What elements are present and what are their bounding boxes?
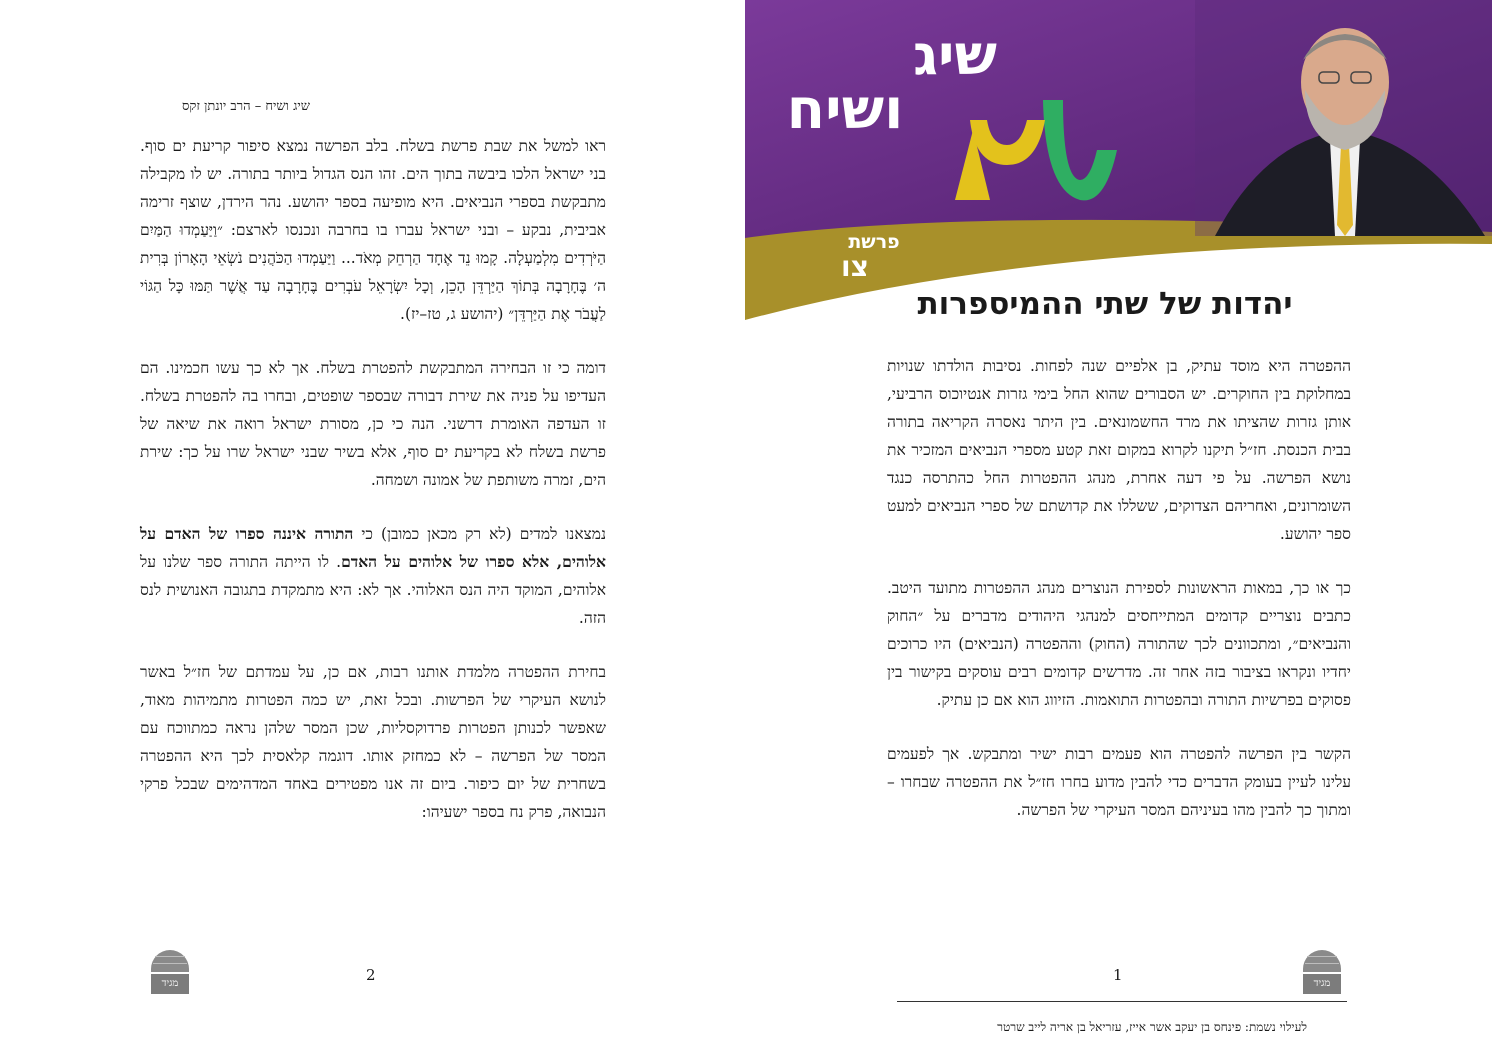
author-portrait <box>1195 0 1492 236</box>
page-number: 2 <box>366 966 376 984</box>
publisher-logo-dome <box>151 950 189 972</box>
series-title-top: שיג <box>913 23 997 88</box>
running-header: שיג ושיח – הרב יונתן זקס <box>181 99 310 114</box>
paragraph-text: . לו הייתה התורה ספר שלנו על אלוהים, המוקד היה הנס האלוהי. אך לא: היא מתמקדת בתגובה האנושית לנס הזה. <box>140 553 606 627</box>
dedication-note: לעילוי נשמת: פינחס בן יעקב אשר אייז, עזריאל בן אריה לייב שרטר <box>997 1020 1307 1034</box>
publisher-logo-text: מגיד <box>151 974 189 994</box>
right-page <box>745 0 1492 1058</box>
paragraph-text: נמצאנו למדים (לא רק מכאן כמובן) כי <box>353 525 606 543</box>
parsha-name: צו <box>841 250 869 283</box>
left-page-body <box>140 132 606 852</box>
footer-divider <box>897 1001 1347 1002</box>
publisher-logo <box>151 950 189 994</box>
bold-statement: התורה איננה ספרו של האדם על אלוהים, אלא ספרו של אלוהים על האדם <box>140 524 606 571</box>
publisher-logo <box>1303 950 1341 994</box>
body-paragraph: כך או כך, במאות הראשונות לספירת הנוצרים מנהג ההפטרות מתועד היטב. כתבים נוצריים קדומים המתייחסים למנהגי היהודים מדברים על ״החוק והנביאים״, ומתכוונים לכך שהתורה (החוק) וההפטרה (הנביאים) היו כרוכים יחדיו ונקראו בציבור בזה אחר זה. מדרשים קדומים רבים עוסקים בקישור בין פסוקים בפרשיות התורה ובהפטרות התואמות. הזיווג הוא אם כן עתיק. <box>887 579 1351 709</box>
body-paragraph: ראו למשל את שבת פרשת בשלח. בלב הפרשה נמצא סיפור קריעת ים סוף. בני ישראל הלכו ביבשה בתוך הים. זהו הנס הגדול ביותר בתורה. יש לו מקבילה מתבקשת בספרי הנביאים. היא מופיעה בספר יהושע. נהר הירדן, שוצף זרימה אביבית, נבקע – ובני ישראל עברו בו בחרבה ונכנסו לארצם: ״וַיַּעַמְדוּ הַמַּיִם הַיֹּרְדִים מִלְמַעְלָה. קָמוּ נֵד אֶחָד הַרְחֵק מְאֹד... וַיַּעַמְדוּ הַכֹּהֲנִים נֹשְׂאֵי הָאָרוֹן בְּרִית ה׳ בֶּחָרָבָה בְּתוֹךְ הַיַּרְדֵּן הָכֵן, וְכָל יִשְׂרָאֵל עֹבְרִים בֶּחָרָבָה עַד אֲשֶׁר תַּמּוּ כָּל הַגּוֹי לַעֲבֹר אֶת הַיַּרְדֵּן״ (יהושע ג, טז–יז). <box>140 137 606 323</box>
body-paragraph: הקשר בין הפרשה להפטרה הוא פעמים רבות ישיר ומתבקש. אך לפעמים עלינו לעיין בעומק הדברים כדי להבין מדוע בחרו חז״ל את ההפטרה שבחרו – ומתוך כך להבין מהו בעיניהם המסר העיקרי של הפרשה. <box>887 745 1351 819</box>
body-paragraph: בחירת ההפטרה מלמדת אותנו רבות, אם כן, על עמדתם של חז״ל באשר לנושא העיקרי של הפרשות. ובכל זאת, יש כמה הפטרות מתמיהות מאוד, שאפשר לכנותן הפטרות פרדוקסליות, שכן המסר שלהן נראה כמתווכח עם המסר של הפרשה – לא כמחזק אותו. דוגמה קלאסית לכך היא ההפטרה בשחרית של יום כיפור. ביום זה אנו מפטירים באחד המדהימים שבכל פרקי הנבואה, פרק נח בספר ישעיהו: <box>140 663 606 821</box>
body-paragraph: ההפטרה היא מוסד עתיק, בן אלפיים שנה לפחות. נסיבות הולדתו שנויות במחלוקת בין החוקרים. יש הסבורים שהוא החל בימי גזרות אנטיוכוס הרביעי, אותן גזרות שהציתו את מרד החשמונאים. בין היתר נאסרה הקריאה בתורה בבית הכנסת. חז״ל תיקנו לקרוא במקום זאת קטע מספרי הנביאים המזכיר את נושא הפרשה. על פי דעה אחרת, מנהג ההפטרות החל כהתרסה כנגד השומרונים, ואחריהם הצדוקים, ששללו את קדושתם של ספרי הנביאים למעט ספר יהושע. <box>887 357 1351 543</box>
page-number: 1 <box>1113 966 1123 984</box>
body-paragraph: דומה כי זו הבחירה המתבקשת להפטרת בשלח. אך לא כך עשו חכמינו. הם העדיפו על פניה את שירת דבורה שבספר שופטים, ובחרו בה להפטרת בשלח. זו העדפה האומרת דרשני. הנה כי כן, מסורת ישראל רואה את שיאה של פרשת בשלח לא בקריעת ים סוף, אלא בשיר שבני ישראל שרו על כך: שירת הים, זמרה משותפת של אמונה ושמחה. <box>140 359 606 489</box>
publisher-logo-text: מגיד <box>1303 974 1341 994</box>
series-title-bottom: ושיח <box>786 77 904 142</box>
parsha-label: פרשת <box>848 231 900 253</box>
publisher-logo-dome <box>1303 950 1341 972</box>
body-paragraph <box>140 520 606 632</box>
left-page <box>0 0 745 1058</box>
article-title: יהדות של שתי ההמיספרות <box>917 286 1293 322</box>
right-page-body <box>887 352 1351 850</box>
